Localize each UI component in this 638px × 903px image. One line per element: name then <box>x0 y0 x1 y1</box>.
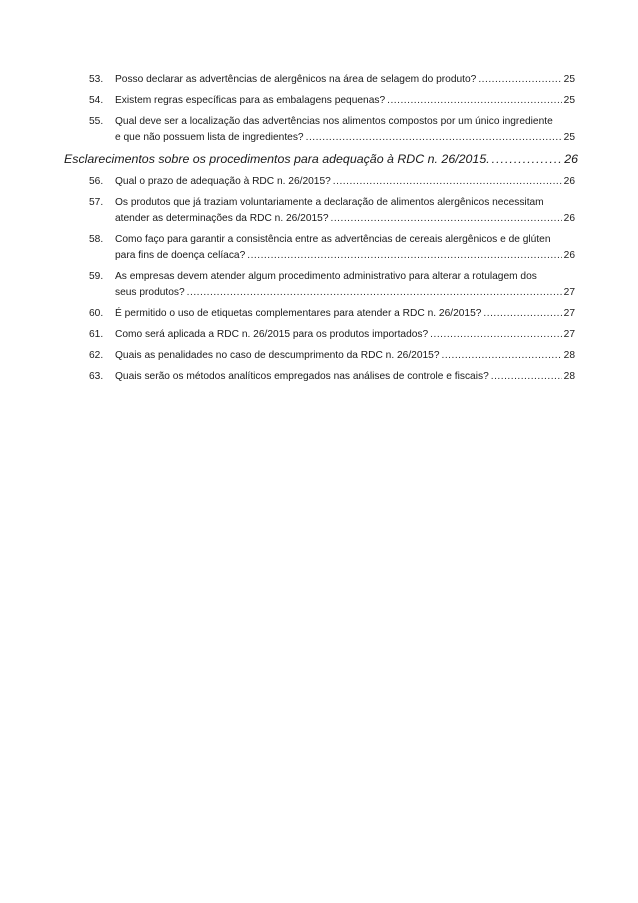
toc-entry-title: Os produtos que já traziam voluntariamente a declaração de alimentos alergênicos necessitam <box>115 197 544 208</box>
toc-page-number: 25 <box>563 74 575 85</box>
toc-entry-number: 55. <box>89 116 104 127</box>
toc-entry-number: 62. <box>89 350 104 361</box>
toc-entry-58[interactable] <box>0 232 638 264</box>
toc-entry-number: 60. <box>89 308 104 319</box>
toc-entry-55[interactable] <box>0 114 638 146</box>
toc-entry-number: 54. <box>89 95 104 106</box>
toc-entry-number: 59. <box>89 271 104 282</box>
toc-entry-56[interactable] <box>0 174 638 190</box>
toc-page-number: 27 <box>563 287 575 298</box>
toc-leader-dots <box>306 130 562 146</box>
toc-entry-title-continued: atender as determinações da RDC n. 26/2015? <box>115 213 329 224</box>
toc-leader-dots <box>430 327 561 343</box>
toc-entry-title-continued: e que não possuem lista de ingredientes? <box>115 132 304 143</box>
toc-entry-number: 58. <box>89 234 104 245</box>
toc-entry-title: As empresas devem atender algum procedimento administrativo para alterar a rotulagem dos <box>115 271 537 282</box>
toc-page-number: 28 <box>563 371 575 382</box>
toc-entry-60[interactable] <box>0 306 638 322</box>
toc-entry-59[interactable] <box>0 269 638 301</box>
toc-page-number: 27 <box>563 329 575 340</box>
toc-entry-title-continued: seus produtos? <box>115 287 185 298</box>
toc-entry-title: É permitido o uso de etiquetas complementares para atender a RDC n. 26/2015? <box>115 308 482 319</box>
toc-entry-62[interactable] <box>0 348 638 364</box>
toc-entry-title: Quais as penalidades no caso de descumprimento da RDC n. 26/2015? <box>115 350 440 361</box>
table-of-contents <box>0 72 638 390</box>
toc-entry-title: Quais serão os métodos analíticos empregados nas análises de controle e fiscais? <box>115 371 489 382</box>
toc-entry-number: 61. <box>89 329 104 340</box>
toc-page-number: 26 <box>563 176 575 187</box>
toc-leader-dots <box>331 211 562 227</box>
toc-leader-dots <box>187 285 562 301</box>
toc-section-heading[interactable] <box>64 151 578 168</box>
toc-entry-53[interactable] <box>0 72 638 88</box>
toc-entry-number: 57. <box>89 197 104 208</box>
toc-leader-dots <box>387 93 562 109</box>
toc-entry-title-continued: para fins de doença celíaca? <box>115 250 246 261</box>
toc-entry-title: Posso declarar as advertências de alergênicos na área de selagem do produto? <box>115 74 477 85</box>
toc-leader-dots <box>333 174 562 190</box>
toc-leader-dots <box>247 248 561 264</box>
toc-leader-dots <box>442 348 562 364</box>
toc-page-number: 26 <box>563 213 575 224</box>
toc-entry-number: 53. <box>89 74 104 85</box>
toc-entry-number: 56. <box>89 176 104 187</box>
toc-page-number: 25 <box>563 132 575 143</box>
toc-entry-title: Qual deve ser a localização das advertências nos alimentos compostos por um único ingrediente <box>115 116 553 127</box>
toc-entry-title: Existem regras específicas para as embalagens pequenas? <box>115 95 386 106</box>
toc-section-title: Esclarecimentos sobre os procedimentos para adequação à RDC n. 26/2015. <box>64 152 490 166</box>
toc-entry-63[interactable] <box>0 369 638 385</box>
toc-entry-title: Como será aplicada a RDC n. 26/2015 para os produtos importados? <box>115 329 429 340</box>
toc-entry-57[interactable] <box>0 195 638 227</box>
toc-page-number: 26 <box>563 250 575 261</box>
toc-entry-title: Qual o prazo de adequação à RDC n. 26/2015? <box>115 176 331 187</box>
toc-leader-dots <box>491 369 562 385</box>
toc-page-number: 28 <box>563 350 575 361</box>
toc-page-number: 25 <box>563 95 575 106</box>
toc-entry-number: 63. <box>89 371 104 382</box>
toc-leader-dots <box>492 151 563 168</box>
toc-page-number: 27 <box>563 308 575 319</box>
toc-page-number: 26 <box>564 152 578 166</box>
toc-leader-dots <box>483 306 561 322</box>
toc-entry-61[interactable] <box>0 327 638 343</box>
toc-entry-54[interactable] <box>0 93 638 109</box>
toc-entry-title: Como faço para garantir a consistência entre as advertências de cereais alergênicos e de glúten <box>115 234 551 245</box>
toc-leader-dots <box>478 72 561 88</box>
